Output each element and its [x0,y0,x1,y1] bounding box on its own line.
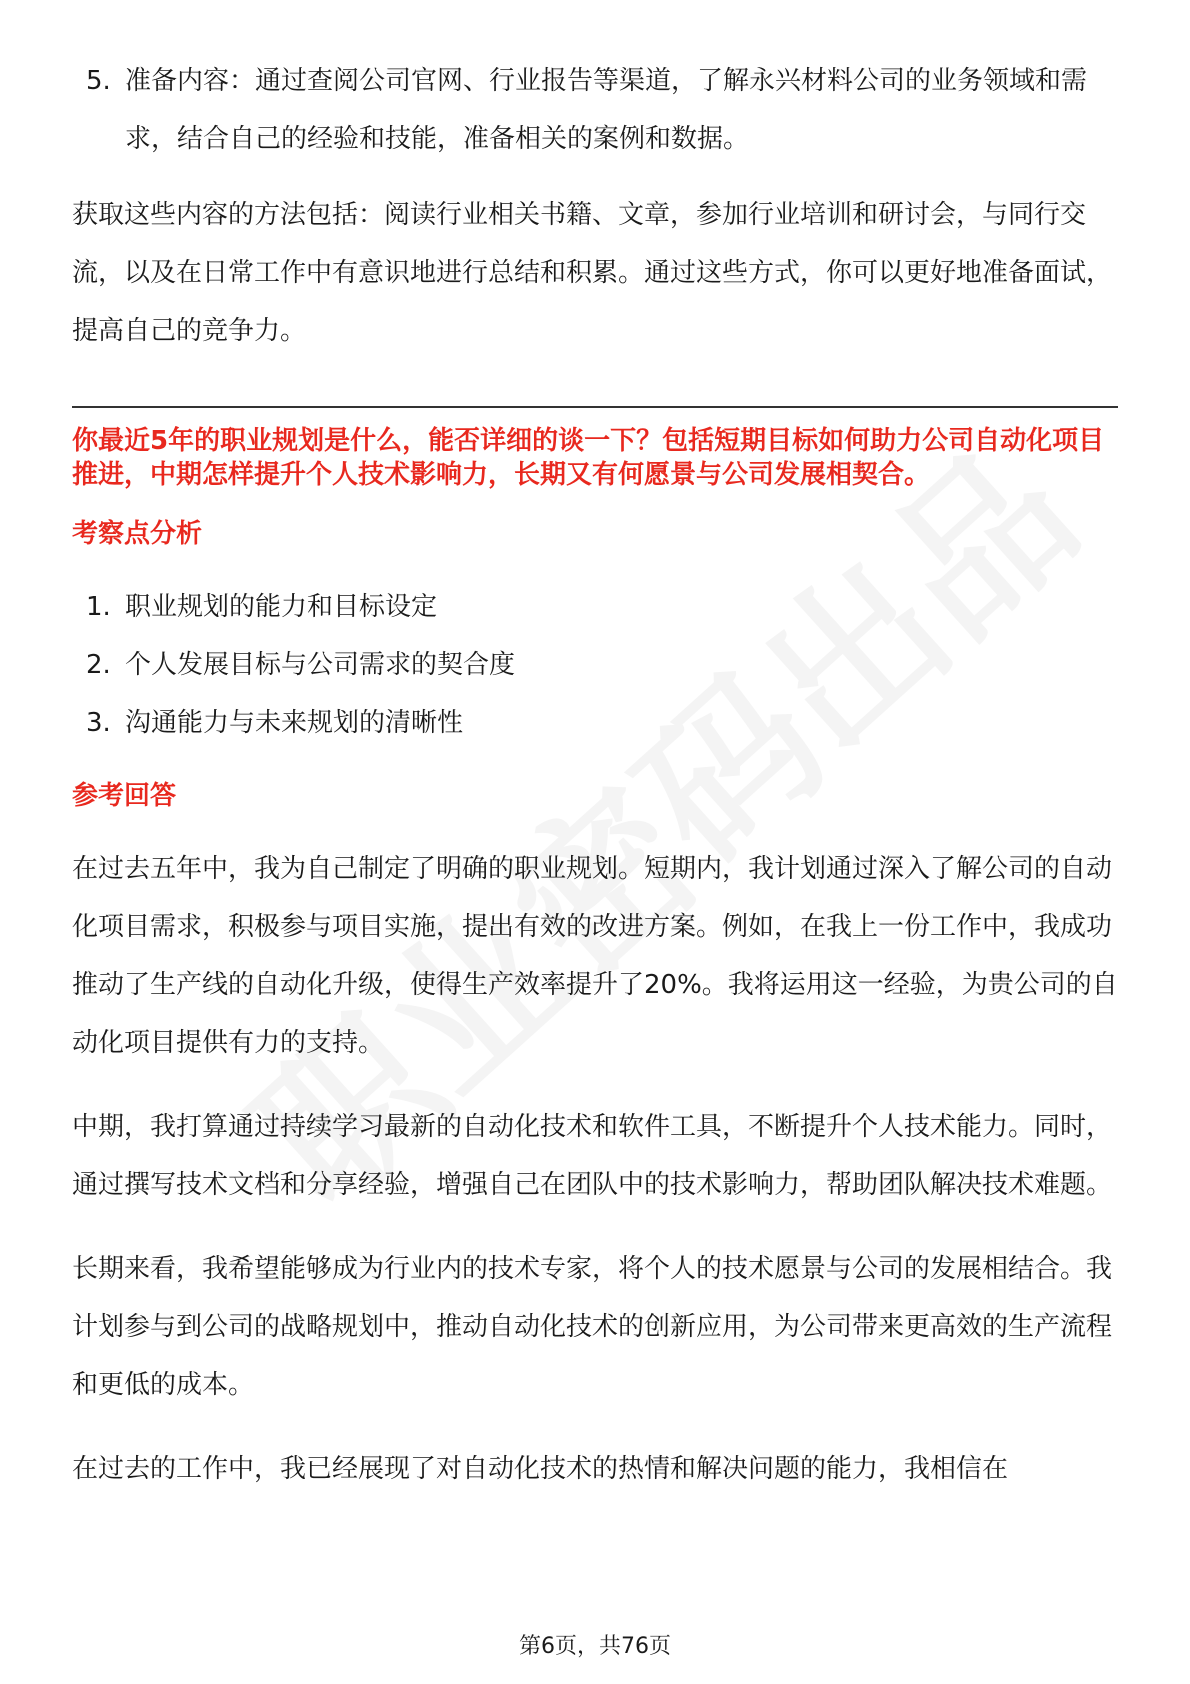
analysis-list [72,578,1118,752]
list-item-number: 2. [86,650,111,680]
document-page [72,52,1118,1498]
answer-paragraph: 在过去五年中，我为自己制定了明确的职业规划。短期内，我计划通过深入了解公司的自动化项目需求，积极参与项目实施，提出有效的改进方案。例如，在我上一份工作中，我成功推动了生产线的自动化升级，使得生产效率提升了20%。我将运用这一经验，为贵公司的自动化项目提供有力的支持。 [72,854,1118,1058]
answer-paragraph: 长期来看，我希望能够成为行业内的技术专家，将个人的技术愿景与公司的发展相结合。我计划参与到公司的战略规划中，推动自动化技术的创新应用，为公司带来更高效的生产流程和更低的成本。 [72,1254,1113,1400]
answer-paragraph: 中期，我打算通过持续学习最新的自动化技术和软件工具，不断提升个人技术能力。同时，通过撰写技术文档和分享经验，增强自己在团队中的技术影响力，帮助团队解决技术难题。 [72,1112,1113,1200]
list-item-text: 个人发展目标与公司需求的契合度 [125,650,516,680]
list-item-text: 职业规划的能力和目标设定 [125,592,438,622]
list-item-number: 5. [86,66,111,96]
list-item [72,52,1118,168]
list-item [72,694,1118,752]
list-item-text: 准备内容：通过查阅公司官网、行业报告等渠道，了解永兴材料公司的业务领域和需求，结合自己的经验和技能，准备相关的案例和数据。 [125,66,1088,154]
answer-heading: 参考回答 [72,781,177,811]
list-item-number: 3. [86,708,111,738]
list-item [72,578,1118,636]
list-item-text: 沟通能力与未来规划的清晰性 [125,708,464,738]
top-list [72,52,1118,168]
analysis-heading: 考察点分析 [72,519,203,549]
list-item-number: 1. [86,592,111,622]
page-footer: 第6页，共76页 [519,1634,671,1659]
method-paragraph: 获取这些内容的方法包括：阅读行业相关书籍、文章，参加行业培训和研讨会，与同行交流，以及在日常工作中有意识地进行总结和积累。通过这些方式，你可以更好地准备面试，提高自己的竞争力。 [72,200,1113,346]
answer-paragraph: 在过去的工作中，我已经展现了对自动化技术的热情和解决问题的能力，我相信在 [72,1454,1009,1484]
question-title: 你最近5年的职业规划是什么，能否详细的谈一下？包括短期目标如何助力公司自动化项目推进，中期怎样提升个人技术影响力，长期又有何愿景与公司发展相契合。 [72,426,1105,490]
list-item [72,636,1118,694]
